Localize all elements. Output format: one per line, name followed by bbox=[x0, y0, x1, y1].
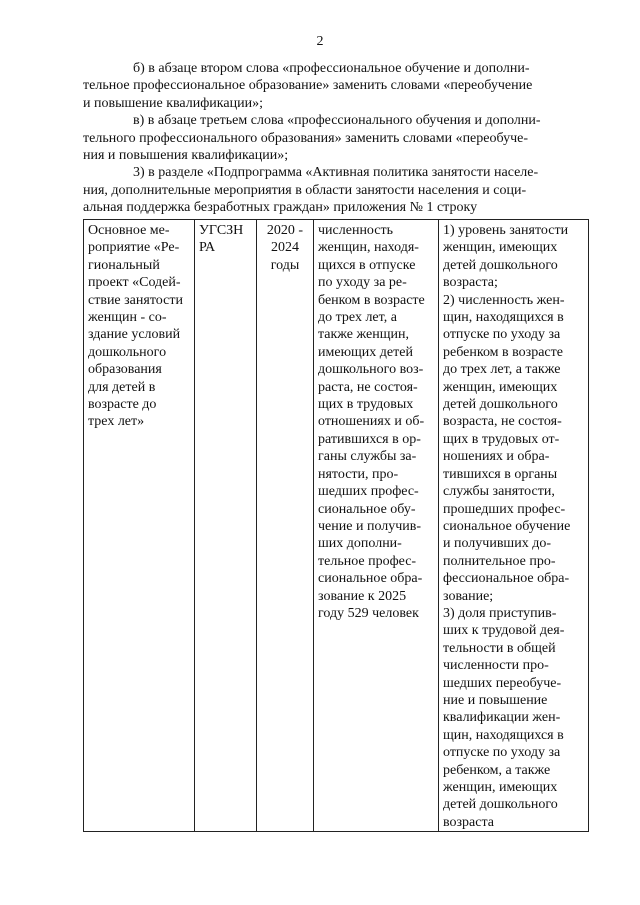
period-cell: 2020 - 2024 годы bbox=[257, 220, 314, 832]
paragraph-v: в) в абзаце третьем слова «профессионального обучения и дополни- тельного профессионального образования» заменить словами «переобуче- ния и повышения квалификации»; bbox=[83, 113, 541, 164]
amendment-text bbox=[83, 60, 588, 217]
target-cell: численность женщин, находя- щихся в отпуске по уходу за ре- бенком в возрасте до трех лет, а также женщин, имеющих детей дошкольного воз- раста, не состоя- щих в трудовых отношениях и об- ратившихся в ор- ганы службы за- нятости, про- шедших профес- сиональное обу- чение и получив- ших дополни- тельное профес- сиональное обра- зование к 2025 году 529 человек bbox=[314, 220, 439, 832]
indicators-cell: 1) уровень занятости женщин, имеющих детей дошкольного возраста; 2) численность жен- щин, находящихся в отпуске по уходу за ребенком в возрасте до трех лет, а также женщин, имеющих детей дошкольного возраста, не состоя- щих в трудовых от- ношениях и обра- тившихся в органы службы занятости, прошедших профес- сиональное обучение и получивших до- полнительное про- фессиональное обра- зование; 3) доля приступив- ших к трудовой дея- тельности в общей численности про- шедших переобуче- ние и повышение квалификации жен- щин, находящихся в отпуске по уходу за ребенком, а также женщин, имеющих детей дошкольного возраста bbox=[439, 220, 589, 832]
table-row bbox=[84, 220, 589, 832]
paragraph-3: 3) в разделе «Подпрограмма «Активная политика занятости населе- ния, дополнительные мероприятия в области занятости населения и соци- альная поддержка безработных граждан» приложения № 1 строку bbox=[83, 165, 539, 216]
subprogram-table bbox=[83, 219, 589, 832]
measure-cell: Основное ме- роприятие «Ре- гиональный проект «Содей- ствие занятости женщин - со- здание условий дошкольного образования для детей в возрасте до трех лет» bbox=[84, 220, 195, 832]
paragraph-b: б) в абзаце втором слова «профессиональное обучение и дополни- тельное профессиональное образование» заменить словами «переобучение и повышение квалификации»; bbox=[83, 61, 533, 111]
executor-cell: УГСЗН РА bbox=[195, 220, 257, 832]
page-number: 2 bbox=[316, 34, 324, 49]
